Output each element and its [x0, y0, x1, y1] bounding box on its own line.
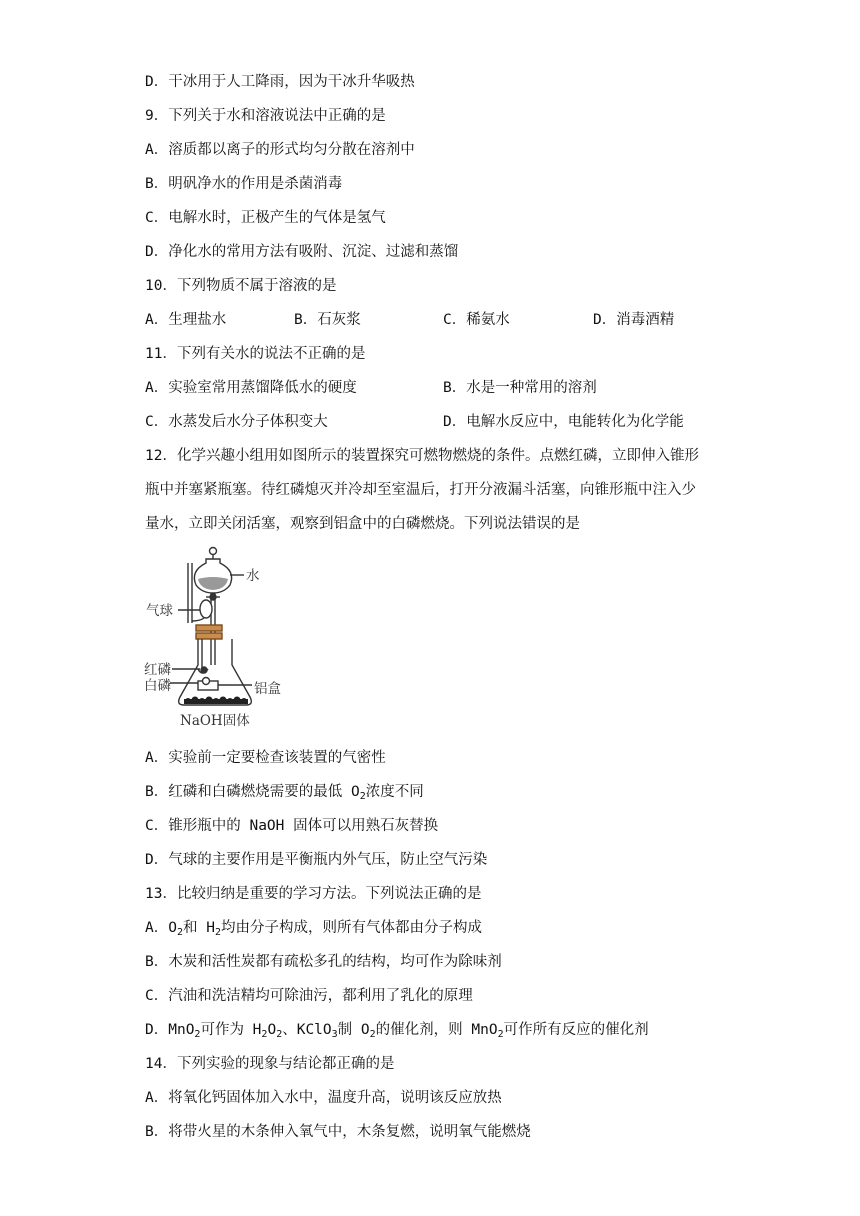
q13-option-b: B．木炭和活性炭都有疏松多孔的结构，均可作为除味剂	[145, 954, 502, 970]
q13-option-d: D．MnO$_2$可作为 $H_2O_2$、KClO$_3$制 $O_2$的催化剂，则 MnO$_2$可作所有反应的催化剂	[145, 1022, 649, 1040]
q11-stem: 11．下列有关水的说法不正确的是	[145, 346, 366, 362]
q14-stem: 14．下列实验的现象与结论都正确的是	[145, 1056, 395, 1072]
apparatus-figure	[140, 545, 300, 730]
label-white-phosphorus: 白磷	[144, 678, 171, 694]
q12-stem-line3: 量水，立即关闭活塞，观察到铝盒中的白磷燃烧。下列说法错误的是	[145, 516, 580, 532]
q10-stem: 10．下列物质不属于溶液的是	[145, 278, 337, 294]
q11-option-c: C．水蒸发后水分子体积变大	[145, 414, 328, 430]
q10-option-d: D．消毒酒精	[593, 312, 675, 328]
q13-option-c: C．汽油和洗洁精均可除油污，都利用了乳化的原理	[145, 988, 473, 1004]
q11-option-d: D．电解水反应中，电能转化为化学能	[443, 414, 684, 430]
q12-option-a: A．实验前一定要检查该装置的气密性	[145, 750, 386, 766]
q11-option-b: B．水是一种常用的溶剂	[443, 380, 597, 396]
q9-option-a: A．溶质都以离子的形式均匀分散在溶剂中	[145, 142, 415, 158]
q13-stem: 13．比较归纳是重要的学习方法。下列说法正确的是	[145, 886, 482, 902]
q12-option-b: B．红磷和白磷燃烧需要的最低 $O_2$浓度不同	[145, 784, 424, 802]
q8-option-d: D．干冰用于人工降雨，因为干冰升华吸热	[145, 74, 415, 90]
q10-option-a: A．生理盐水	[145, 312, 227, 328]
label-red-phosphorus: 红磷	[144, 662, 171, 678]
q12-stem-line1: 12．化学兴趣小组用如图所示的装置探究可燃物燃烧的条件。点燃红磷，立即伸入锥形	[145, 448, 699, 464]
q9-stem: 9．下列关于水和溶液说法中正确的是	[145, 108, 386, 124]
q14-option-a: A．将氧化钙固体加入水中，温度升高，说明该反应放热	[145, 1090, 502, 1106]
label-naoh-solid: NaOH固体	[180, 713, 250, 729]
q11-option-a: A．实验室常用蒸馏降低水的硬度	[145, 380, 357, 396]
q9-option-b: B．明矾净水的作用是杀菌消毒	[145, 176, 343, 192]
q12-option-c: C．锥形瓶中的 NaOH 固体可以用熟石灰替换	[145, 818, 439, 834]
label-aluminium-box: 铝盒	[254, 681, 281, 697]
q14-option-b: B．将带火星的木条伸入氧气中，木条复燃，说明氧气能燃烧	[145, 1124, 531, 1140]
apparatus-drawing	[170, 548, 252, 706]
q10-option-b: B．石灰浆	[294, 312, 361, 328]
q12-option-d: D．气球的主要作用是平衡瓶内外气压，防止空气污染	[145, 852, 488, 868]
q12-stem-line2: 瓶中并塞紧瓶塞。待红磷熄灭并冷却至室温后，打开分液漏斗活塞，向锥形瓶中注入少	[145, 482, 696, 498]
q9-option-c: C．电解水时，正极产生的气体是氢气	[145, 210, 386, 226]
label-balloon: 气球	[146, 603, 173, 619]
q10-option-c: C．稀氨水	[443, 312, 510, 328]
q13-option-a: A．$O_2$和 $H_2$均由分子构成，则所有气体都由分子构成	[145, 920, 482, 938]
q9-option-d: D．净化水的常用方法有吸附、沉淀、过滤和蒸馏	[145, 244, 459, 260]
label-water: 水	[246, 568, 260, 584]
